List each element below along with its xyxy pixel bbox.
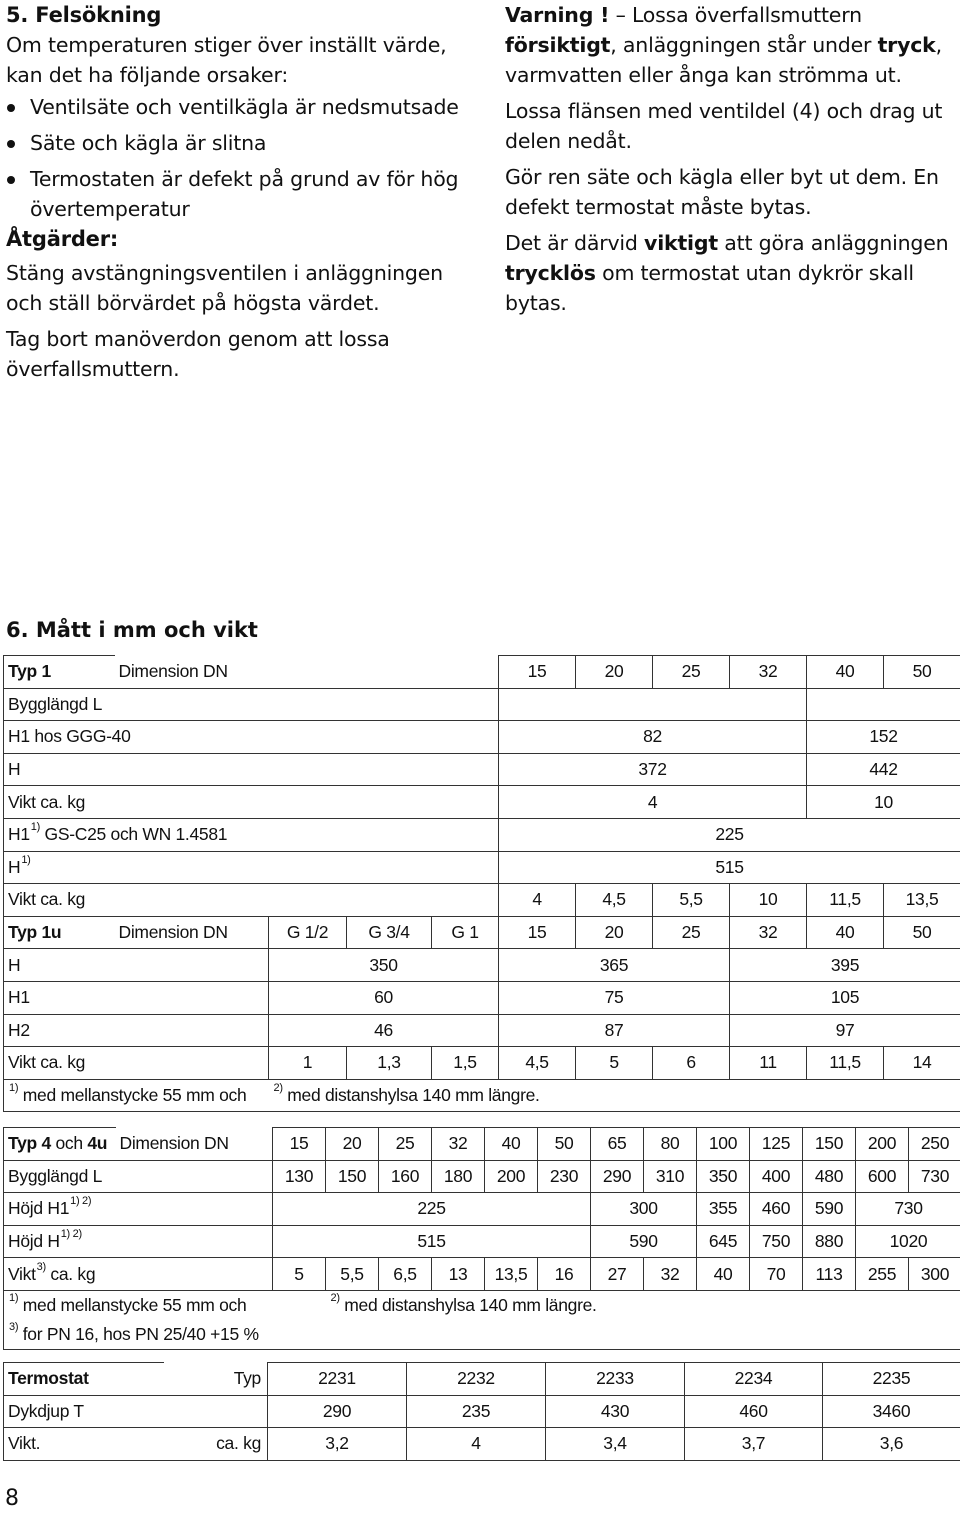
- table-row: [4, 753, 960, 786]
- table-row: [4, 656, 960, 689]
- table-row: [4, 786, 960, 819]
- row-label: Vikt ca. kg: [4, 1047, 269, 1080]
- footnote: $^{2)}$ med distanshylsa 140 mm längre.: [326, 1290, 960, 1320]
- table-row: [4, 1193, 960, 1226]
- table-row: [4, 981, 960, 1014]
- table-cell: 150: [803, 1128, 856, 1161]
- table-cell: 13: [432, 1258, 485, 1291]
- table-cell: 125: [750, 1128, 803, 1161]
- table-cell: 10: [807, 786, 960, 819]
- table-cell: 40: [697, 1258, 750, 1291]
- table-cell: 590: [591, 1225, 697, 1258]
- table-cell: 20: [576, 916, 653, 949]
- table-cell: 5: [576, 1047, 653, 1080]
- row-label: Vikt ca. kg: [4, 884, 499, 917]
- table-cell: G 1: [432, 916, 499, 949]
- row-label: Dykdjup T: [4, 1395, 268, 1428]
- table-cell: 350: [697, 1160, 750, 1193]
- row-label: Vikt.: [4, 1428, 164, 1461]
- table-cell: 365: [499, 949, 730, 982]
- table-cell: 5: [273, 1258, 326, 1291]
- section-5-heading: 5. Felsökning: [6, 3, 162, 27]
- row-label: H2: [4, 1014, 269, 1047]
- table-cell: 1,3: [347, 1047, 432, 1080]
- table-cell: 40: [485, 1128, 538, 1161]
- table-cell: 15: [273, 1128, 326, 1161]
- thermostat-table: [3, 1362, 960, 1461]
- table-cell: 15: [499, 656, 576, 689]
- table-row: [4, 1128, 960, 1161]
- page-number: 8: [5, 1486, 19, 1511]
- row-label: $H^{1)}$: [4, 851, 499, 884]
- table-cell: 645: [697, 1225, 750, 1258]
- table-cell: 27: [591, 1258, 644, 1291]
- table-row: [4, 884, 960, 917]
- warning-label: Varning !: [505, 3, 610, 27]
- table-cell: 5,5: [326, 1258, 379, 1291]
- repair-step: Lossa flänsen med ventildel (4) och drag ut delen nedåt.: [505, 99, 943, 153]
- row-label: ca. kg: [164, 1428, 268, 1461]
- table-cell: 355: [697, 1193, 750, 1226]
- type-label: Typ 4 och 4u: [4, 1128, 116, 1161]
- note-emphasis: trycklös: [505, 261, 596, 285]
- table-cell: G 3/4: [347, 916, 432, 949]
- table-row: [4, 1047, 960, 1080]
- table-cell: 32: [730, 656, 807, 689]
- table-cell: 2235: [823, 1363, 960, 1396]
- row-label: Vikt$^{3)}$ ca. kg: [4, 1258, 273, 1291]
- table-cell: 180: [432, 1160, 485, 1193]
- measure-step: Tag bort manöverdon genom att lossa överfallsmuttern.: [6, 327, 390, 381]
- warning-text: – Lossa överfallsmuttern: [609, 3, 862, 27]
- table-cell: 87: [499, 1014, 730, 1047]
- table-cell: 880: [803, 1225, 856, 1258]
- type-label: Typ 1: [4, 656, 115, 689]
- dimensions-table-typ1: [3, 655, 960, 1112]
- repair-step: Gör ren säte och kägla eller byt ut dem. En defekt termostat måste bytas.: [505, 165, 939, 219]
- table-row: [4, 721, 960, 754]
- table-cell: 3,7: [685, 1428, 823, 1461]
- table-cell: 11,5: [807, 884, 884, 917]
- table-row: [4, 949, 960, 982]
- table-cell: 1020: [856, 1225, 960, 1258]
- row-label: Höjd $H^{1) 2)}$: [4, 1225, 273, 1258]
- table-cell: 460: [685, 1395, 823, 1428]
- note-text: om termostat utan dykrör skall bytas.: [505, 261, 914, 315]
- footnote-row: [4, 1290, 960, 1320]
- measure-step: Stäng avstängningsventilen i anläggningen och ställ börvärdet på högsta värdet.: [6, 261, 443, 315]
- table-cell: 300: [909, 1258, 960, 1291]
- table-cell: 235: [407, 1395, 546, 1428]
- table-cell: 730: [856, 1193, 960, 1226]
- footnote: $^{3)}$ for PN 16, hos PN 25/40 +15 %: [4, 1320, 960, 1350]
- table-cell: 430: [546, 1395, 685, 1428]
- footnote-row: [4, 1320, 960, 1350]
- table-cell: 40: [807, 656, 884, 689]
- table-cell: 14: [884, 1047, 960, 1080]
- row-label: Bygglängd L: [4, 688, 499, 721]
- row-label: Dimension DN: [115, 656, 499, 689]
- table-cell: 3,2: [268, 1428, 407, 1461]
- table-cell: 13,5: [884, 884, 960, 917]
- table-cell: 1,5: [432, 1047, 499, 1080]
- measures-heading: Åtgärder:: [6, 227, 119, 251]
- table-cell: 11,5: [807, 1047, 884, 1080]
- table-cell: 75: [499, 981, 730, 1014]
- table-cell: 200: [856, 1128, 909, 1161]
- row-label: Vikt ca. kg: [4, 786, 499, 819]
- warning-emphasis: tryck: [877, 33, 936, 57]
- table-cell: 372: [499, 753, 807, 786]
- table-cell: 10: [730, 884, 807, 917]
- table-cell: 130: [273, 1160, 326, 1193]
- row-label: H1 hos GGG-40: [4, 721, 499, 754]
- table-cell: 4,5: [499, 1047, 576, 1080]
- table-row: [4, 1428, 960, 1461]
- table-cell: 15: [499, 916, 576, 949]
- table-cell: 290: [591, 1160, 644, 1193]
- table-cell: 4: [499, 786, 807, 819]
- table-cell: [499, 688, 807, 721]
- table-cell: 515: [499, 851, 960, 884]
- section-5-right-column: [505, 0, 959, 324]
- cause-item: Ventilsäte och ventilkägla är nedsmutsade: [6, 92, 464, 122]
- table-cell: 290: [268, 1395, 407, 1428]
- table-cell: 150: [326, 1160, 379, 1193]
- table-cell: 70: [750, 1258, 803, 1291]
- table-row: [4, 1014, 960, 1047]
- table-cell: 16: [538, 1258, 591, 1291]
- table-cell: 25: [379, 1128, 432, 1161]
- table-cell: 13,5: [485, 1258, 538, 1291]
- table-cell: 160: [379, 1160, 432, 1193]
- warning-text: , anläggningen står under: [610, 33, 878, 57]
- table-cell: 750: [750, 1225, 803, 1258]
- table-cell: 2234: [685, 1363, 823, 1396]
- table-cell: 310: [644, 1160, 697, 1193]
- type-label: Typ 1u: [4, 916, 115, 949]
- table-cell: 4,5: [576, 884, 653, 917]
- table-cell: 480: [803, 1160, 856, 1193]
- warning-text: , varmvatten eller ånga kan strömma ut.: [505, 33, 942, 87]
- table-cell: 40: [807, 916, 884, 949]
- table-cell: 4: [407, 1428, 546, 1461]
- table-cell: 225: [273, 1193, 591, 1226]
- table-cell: 25: [653, 916, 730, 949]
- footnote: $^{2)}$ med distanshylsa 140 mm längre.: [269, 1079, 960, 1112]
- table-cell: 82: [499, 721, 807, 754]
- table-cell: 25: [653, 656, 730, 689]
- footnote: $^{1)}$ med mellanstycke 55 mm och: [4, 1290, 326, 1320]
- table-cell: 3,6: [823, 1428, 960, 1461]
- row-label: Dimension DN: [116, 1128, 273, 1161]
- section-5-left-column: [6, 0, 464, 384]
- table-cell: 255: [856, 1258, 909, 1291]
- table-row: [4, 1160, 960, 1193]
- table-cell: 32: [730, 916, 807, 949]
- cause-item: Säte och kägla är slitna: [6, 128, 464, 158]
- table-cell: 1: [269, 1047, 347, 1080]
- table-cell: 230: [538, 1160, 591, 1193]
- table-cell: 442: [807, 753, 960, 786]
- table-row: [4, 1258, 960, 1291]
- table-cell: 2232: [407, 1363, 546, 1396]
- table-cell: 2233: [546, 1363, 685, 1396]
- table-cell: [807, 688, 960, 721]
- footnote-row: [4, 1079, 960, 1112]
- warning-paragraph: [505, 0, 959, 90]
- table-cell: 3460: [823, 1395, 960, 1428]
- table-cell: 105: [730, 981, 960, 1014]
- cause-list: [6, 92, 464, 224]
- table-cell: 20: [576, 656, 653, 689]
- table-cell: 590: [803, 1193, 856, 1226]
- table-cell: 2231: [268, 1363, 407, 1396]
- table-cell: 80: [644, 1128, 697, 1161]
- table-cell: 5,5: [653, 884, 730, 917]
- table-row: [4, 1225, 960, 1258]
- table-row: [4, 851, 960, 884]
- table-cell: G 1/2: [269, 916, 347, 949]
- table-cell: 60: [269, 981, 499, 1014]
- row-label: H: [4, 949, 269, 982]
- table-cell: 32: [432, 1128, 485, 1161]
- table-cell: 50: [884, 656, 960, 689]
- table-cell: 400: [750, 1160, 803, 1193]
- row-label: Dimension DN: [115, 916, 269, 949]
- table-cell: 730: [909, 1160, 960, 1193]
- table-row: [4, 1363, 960, 1396]
- table-cell: 50: [538, 1128, 591, 1161]
- table-cell: 350: [269, 949, 499, 982]
- row-label: H1$^{1)}$ GS-C25 och WN 1.4581: [4, 818, 499, 851]
- table-cell: 113: [803, 1258, 856, 1291]
- table-cell: 50: [884, 916, 960, 949]
- footnote: $^{1)}$ med mellanstycke 55 mm och: [4, 1079, 269, 1112]
- table-cell: 97: [730, 1014, 960, 1047]
- table-row: [4, 916, 960, 949]
- table-cell: 300: [591, 1193, 697, 1226]
- table-cell: 20: [326, 1128, 379, 1161]
- table-row: [4, 818, 960, 851]
- row-label: H: [4, 753, 499, 786]
- table-cell: 600: [856, 1160, 909, 1193]
- table-cell: 3,4: [546, 1428, 685, 1461]
- table-cell: 152: [807, 721, 960, 754]
- table-cell: 6: [653, 1047, 730, 1080]
- table-cell: 65: [591, 1128, 644, 1161]
- note-emphasis: viktigt: [644, 231, 718, 255]
- table-cell: 11: [730, 1047, 807, 1080]
- cause-item: Termostaten är defekt på grund av för hög övertemperatur: [6, 164, 464, 224]
- table-row: [4, 1395, 960, 1428]
- row-label: Bygglängd L: [4, 1160, 273, 1193]
- table-cell: 4: [499, 884, 576, 917]
- table-cell: 6,5: [379, 1258, 432, 1291]
- table-cell: 395: [730, 949, 960, 982]
- row-label: Termostat: [4, 1363, 164, 1396]
- row-label: H1: [4, 981, 269, 1014]
- table-row: [4, 688, 960, 721]
- table-cell: 32: [644, 1258, 697, 1291]
- table-cell: 515: [273, 1225, 591, 1258]
- pressure-note: [505, 228, 959, 318]
- table-cell: 46: [269, 1014, 499, 1047]
- note-text: Det är därvid: [505, 231, 645, 255]
- section-6-heading: 6. Mått i mm och vikt: [6, 618, 258, 642]
- table-cell: 460: [750, 1193, 803, 1226]
- table-cell: 225: [499, 818, 960, 851]
- row-label: Typ: [164, 1363, 268, 1396]
- cause-intro: Om temperaturen stiger över inställt värde, kan det ha följande orsaker:: [6, 33, 447, 87]
- dimensions-table-typ4: [3, 1127, 960, 1350]
- row-label: Höjd $H1^{1) 2)}$: [4, 1193, 273, 1226]
- note-text: att göra anläggningen: [717, 231, 949, 255]
- table-cell: 250: [909, 1128, 960, 1161]
- table-cell: 100: [697, 1128, 750, 1161]
- table-cell: 200: [485, 1160, 538, 1193]
- warning-emphasis: försiktigt: [505, 33, 611, 57]
